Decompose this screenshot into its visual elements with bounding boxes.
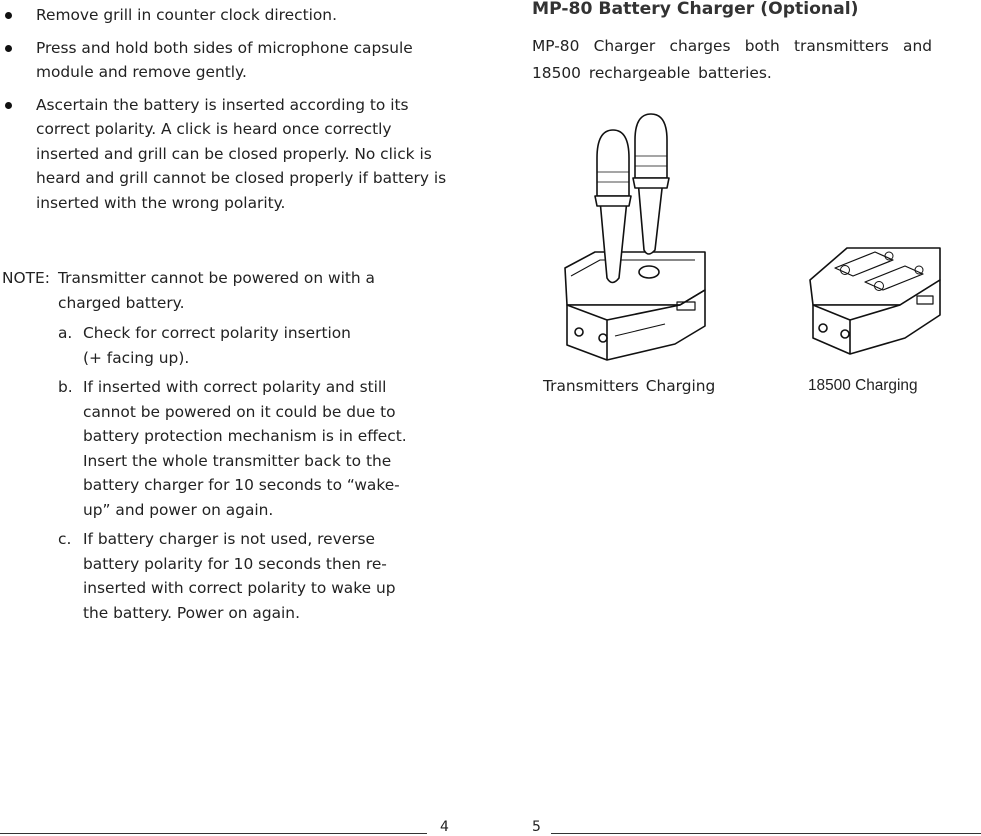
list-item: Ascertain the battery is inserted according to its correct polarity. A click is heard once correctly inserted and grill can be closed properly. No click is heard and grill cannot be closed properly if battery is inserted with the wrong polarity. (6, 93, 456, 216)
note-items (58, 321, 453, 630)
footer-rule (0, 833, 427, 834)
note-text-line: Transmitter cannot be powered on with a (58, 269, 375, 287)
note-item: b. If inserted with correct polarity and still cannot be powered on it could be due to battery protection mechanism is in effect. Insert the whole transmitter back to the battery charger for 10 seconds to “wake- up” and power on again. (58, 375, 453, 522)
note-block (2, 266, 452, 315)
bullet-icon (5, 45, 12, 52)
list-item: Remove grill in counter clock direction. (6, 3, 456, 28)
list-item: Press and hold both sides of microphone capsule module and remove gently. (6, 36, 456, 85)
charger-illustration (545, 100, 965, 370)
note-text-line: charged battery. (58, 293, 185, 312)
section-heading: MP-80 Battery Charger (Optional) (532, 0, 859, 19)
page-number: 5 (532, 819, 541, 835)
item-marker: a. (58, 324, 73, 342)
bullet-icon (5, 102, 12, 109)
note-item: c. If battery charger is not used, reverse battery polarity for 10 seconds then re- inserted with correct polarity to wake up the battery. Power on again. (58, 527, 453, 625)
microphone-icon (633, 114, 669, 254)
item-marker: b. (58, 378, 73, 396)
transmitter-charger-base (565, 252, 705, 360)
footer-rule (551, 833, 981, 834)
note-item: a. Check for correct polarity insertion (+ facing up). (58, 321, 453, 370)
page-number: 4 (440, 819, 449, 835)
bullet-icon (5, 12, 12, 19)
battery-charger-base (810, 248, 940, 354)
caption-battery-charging: 18500 Charging (808, 377, 918, 394)
caption-transmitters-charging: Transmitters Charging (543, 377, 716, 395)
intro-paragraph: MP-80 Charger charges both transmitters and 18500 rechargeable batteries. (532, 37, 932, 82)
instruction-list (6, 3, 456, 223)
note-label: NOTE: (2, 269, 50, 287)
item-marker: c. (58, 530, 72, 548)
